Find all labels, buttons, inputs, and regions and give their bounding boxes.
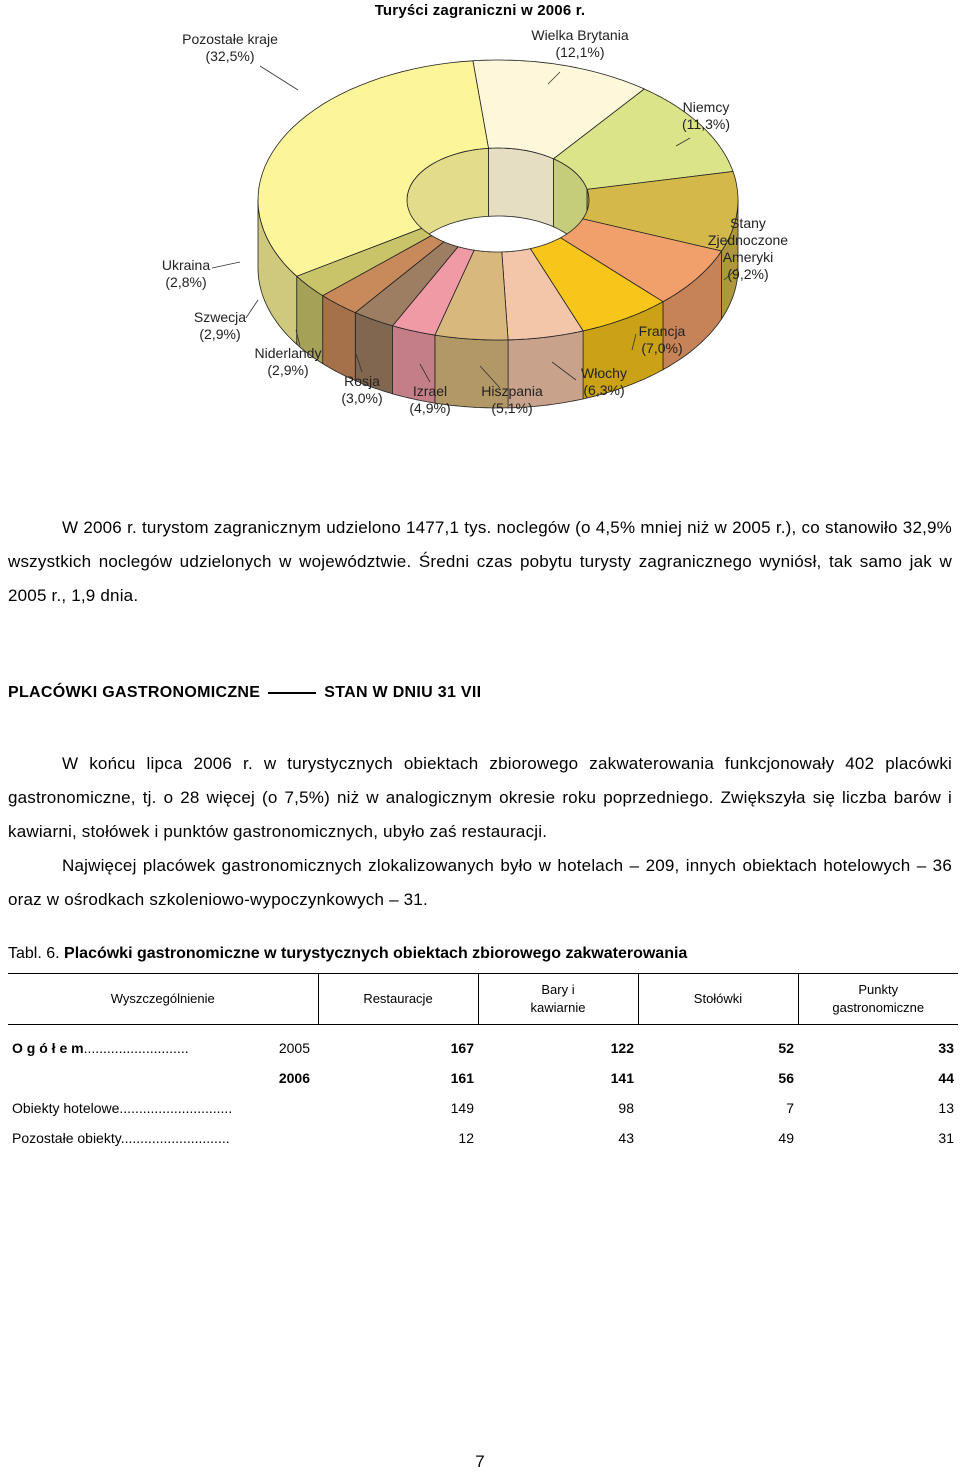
row-year: 2006 [278,1070,310,1086]
slice-name-label: Niemcy [682,99,730,115]
slice-name-label: Izrael [412,383,448,399]
table-cell: 56 [778,1070,794,1086]
slice-name-label: Zjednoczone [707,232,789,248]
table-cell: 52 [778,1040,794,1056]
table-cell: 98 [618,1100,634,1116]
column-header: Stołówki [638,974,798,1025]
row-label [8,1063,318,1093]
slice-percent-label: (7,0%) [641,340,683,356]
slice-percent-label: (2,8%) [165,274,207,290]
slice-percent-label: (5,1%) [491,400,533,416]
slice-name-label: Pozostałe kraje [182,31,278,47]
row-leader-dots: ............................ [120,1130,230,1146]
table-cell: 149 [450,1100,474,1116]
section-title-date: STAN W DNIU 31 VII [324,684,482,701]
table-cell: 31 [938,1130,954,1146]
column-header-points: Punkty gastronomiczne [832,982,925,1015]
row-leader-dots: ........................... [83,1040,189,1056]
row-label [8,1093,318,1123]
leader-line [260,66,298,90]
leader-line [246,300,258,318]
gastronomy-table [8,973,958,1153]
table-cell: 33 [938,1040,954,1056]
section-heading [8,684,481,702]
column-header: Restauracje [318,974,478,1025]
slice-percent-label: (4,9%) [409,400,451,416]
table-row [8,1025,958,1064]
row-label [8,1123,318,1153]
table-row [8,1093,958,1123]
table-title: Placówki gastronomiczne w turystycznych obiektach zbiorowego zakwaterowania [64,945,688,962]
table-cell: 122 [610,1040,634,1056]
chart-title: Turyści zagraniczni w 2006 r. [374,2,586,19]
column-header-bars: Bary i kawiarnie [530,982,586,1015]
slice-name-label: Stany [730,215,766,231]
table-cell: 49 [778,1130,794,1146]
table-header-row [8,974,958,1025]
row-leader-dots: ............................. [119,1100,233,1116]
table-cell: 43 [618,1130,634,1146]
row-name: Obiekty hotelowe [12,1100,120,1116]
row-label [8,1025,318,1064]
table-cell: 44 [938,1070,954,1086]
table-cell: 141 [610,1070,634,1086]
row-name: O g ó ł e m [12,1040,84,1056]
page-number: 7 [475,1452,485,1471]
table-row [8,1123,958,1153]
slice-name-label: Wielka Brytania [531,30,629,43]
paragraph-gastronomy: W końcu lipca 2006 r. w turystycznych obiektach zbiorowego zakwaterowania funkcjonowały 402 placówki gastronomiczne, tj. o 28 więcej (o 7,5%) niż w analogicznym okresie roku poprzedniego. Zwiększyła się liczba barów i kawiarni, stołówek i punktów gastronomicznych, ubyło zaś restauracji. Najwięcej placówek gastronomicznych zlokalizowanych było w hotelach – 209, innych obiektach hotelowych – 36 oraz w ośrodkach szkoleniowo-wypoczynkowych – 31. [8,754,952,909]
table-cell: 161 [450,1070,474,1086]
slice-inner-wall [489,148,554,227]
slice-name-label: Ukraina [161,257,211,273]
slice-name-label: Rosja [344,373,380,389]
column-header [478,974,638,1025]
slice-percent-label: (12,1%) [555,44,605,60]
table-caption [8,945,687,963]
slice-name-label: Niderlandy [254,345,322,361]
slice-name-label: Szwecja [193,309,247,325]
slice-percent-label: (6,3%) [583,382,625,398]
table-number: Tabl. 6. [8,945,60,962]
slice-percent-label: (2,9%) [199,326,241,342]
paragraph-foreign-tourists: W 2006 r. turystom zagranicznym udzielono 1477,1 tys. noclegów (o 4,5% mniej niż w 2005 r.), co stanowiło 32,9% wszystkich noclegów udzielonych w województwie. Średni czas pobytu turysty zagranicznego wyniósł, tak samo jak w 2005 r., 1,9 dnia. [8,518,952,605]
slice-percent-label: (9,2%) [727,266,769,282]
slice-name-label: Francja [638,323,686,339]
slice-percent-label: (3,0%) [341,390,383,406]
row-name: Pozostałe obiekty [12,1130,121,1146]
slice-name-label: Hiszpania [481,383,543,399]
table-cell: 12 [458,1130,474,1146]
slice-percent-label: (2,9%) [267,362,309,378]
table-cell: 167 [450,1040,474,1056]
table-cell: 13 [938,1100,954,1116]
table-row [8,1063,958,1093]
column-header [798,974,958,1025]
donut-chart [0,30,960,470]
row-year: 2005 [278,1040,310,1056]
section-title-main: PLACÓWKI GASTRONOMICZNE [8,684,261,701]
slice-percent-label: (11,3%) [682,116,730,132]
table-cell: 7 [786,1100,794,1116]
slice-name-label: Włochy [581,365,627,381]
heading-dash [268,692,316,694]
slice-name-label: Ameryki [722,249,774,265]
slice-percent-label: (32,5%) [205,48,255,64]
leader-line [212,262,240,268]
column-header: Wyszczególnienie [8,974,318,1025]
table-body [8,1025,958,1154]
